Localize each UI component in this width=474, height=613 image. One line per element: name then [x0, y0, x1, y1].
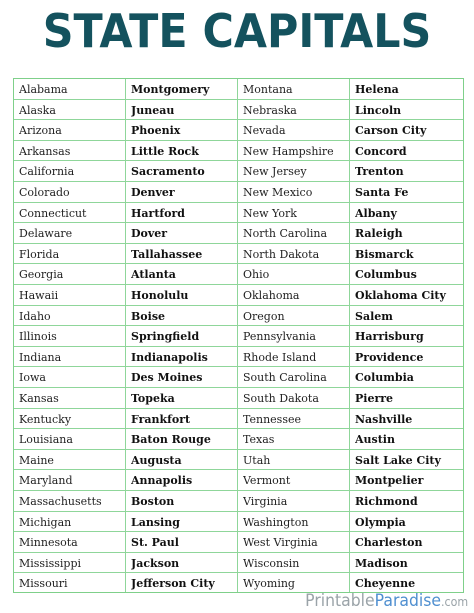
capital-name: Pierre: [355, 392, 394, 405]
logo-part-paradise: Paradise: [374, 591, 441, 611]
state-name: Kentucky: [19, 412, 72, 426]
capital-name: Indianapolis: [131, 350, 208, 364]
logo-part-printable: Printable: [305, 591, 375, 611]
capital-name: Harrisburg: [355, 330, 424, 344]
capital-name: St. Paul: [131, 536, 179, 550]
capital-name: Boston: [131, 495, 175, 508]
state-name: Nebraska: [243, 103, 297, 117]
state-name: Oklahoma: [243, 289, 300, 302]
table-row: [14, 244, 463, 265]
capital-name: Madison: [355, 556, 408, 570]
state-name: West Virginia: [243, 536, 318, 550]
state-name: Florida: [19, 247, 60, 261]
table-row: [14, 367, 463, 388]
capital-name: Austin: [355, 433, 395, 447]
capital-name: Atlanta: [131, 268, 176, 282]
state-name: Vermont: [243, 474, 291, 488]
capital-name: Baton Rouge: [131, 433, 211, 447]
state-name: Illinois: [19, 330, 57, 344]
capital-name: Salt Lake City: [355, 453, 441, 467]
table-row: [14, 120, 463, 141]
capital-name: Tallahassee: [131, 247, 203, 261]
capital-name: Hartford: [131, 206, 185, 220]
state-name: Wyoming: [243, 577, 295, 591]
page-title: STATE CAPITALS: [42, 4, 432, 58]
printable-paradise-logo: [305, 590, 468, 612]
state-name: Oregon: [243, 309, 285, 323]
state-name: Delaware: [19, 227, 73, 241]
state-name: Wisconsin: [243, 556, 300, 570]
capital-name: Jefferson City: [131, 577, 215, 591]
capital-name: Honolulu: [131, 289, 189, 302]
capital-name: Nashville: [355, 412, 413, 426]
state-name: Tennessee: [243, 412, 301, 426]
capital-name: Raleigh: [355, 227, 403, 241]
capital-name: Des Moines: [131, 371, 203, 385]
state-name: Connecticut: [19, 206, 87, 220]
capital-name: Bismarck: [355, 247, 414, 261]
capital-name: Little Rock: [131, 144, 199, 158]
capital-name: Salem: [355, 309, 393, 323]
table-row: [14, 491, 463, 512]
table-row: [14, 347, 463, 368]
state-name: Utah: [243, 453, 271, 467]
table-row: [14, 141, 463, 162]
state-name: Alaska: [19, 103, 56, 117]
state-name: Washington: [243, 515, 309, 529]
capital-name: Oklahoma City: [355, 289, 446, 302]
capitals-table: [13, 78, 464, 593]
state-name: Mississippi: [19, 556, 81, 570]
table-row: [14, 388, 463, 409]
state-name: Maryland: [19, 474, 73, 488]
state-name: Idaho: [19, 309, 51, 323]
state-name: Alabama: [19, 83, 68, 96]
capital-name: Juneau: [131, 103, 175, 117]
state-name: Nevada: [243, 124, 286, 138]
table-row: [14, 326, 463, 347]
state-name: South Carolina: [243, 371, 327, 385]
state-name: Montana: [243, 83, 293, 96]
state-name: Missouri: [19, 577, 68, 591]
table-row: [14, 264, 463, 285]
table-row: [14, 429, 463, 450]
capital-name: Sacramento: [131, 165, 205, 179]
state-name: California: [19, 165, 75, 179]
table-row: [14, 285, 463, 306]
state-name: South Dakota: [243, 392, 319, 405]
capital-name: Boise: [131, 309, 166, 323]
capital-name: Augusta: [131, 453, 182, 467]
table-row: [14, 161, 463, 182]
capital-name: Dover: [131, 227, 168, 241]
state-name: Massachusetts: [19, 495, 102, 508]
state-name: New York: [243, 206, 297, 220]
capital-name: Jackson: [131, 556, 180, 570]
table-row: [14, 532, 463, 553]
state-name: Kansas: [19, 392, 59, 405]
capital-name: Columbus: [355, 268, 417, 282]
state-name: Minnesota: [19, 536, 78, 550]
capital-name: Helena: [355, 83, 399, 96]
table-row: [14, 470, 463, 491]
state-name: Texas: [243, 433, 275, 447]
state-name: Maine: [19, 453, 54, 467]
capital-name: Montgomery: [131, 83, 210, 96]
state-name: New Mexico: [243, 186, 313, 199]
state-name: Michigan: [19, 515, 72, 529]
capital-name: Frankfort: [131, 412, 191, 426]
table-row: [14, 79, 463, 100]
table-row: [14, 553, 463, 574]
capital-name: Santa Fe: [355, 186, 409, 199]
capital-name: Cheyenne: [355, 577, 416, 591]
state-name: Rhode Island: [243, 350, 317, 364]
state-name: Virginia: [243, 495, 288, 508]
table-row: [14, 512, 463, 533]
capital-name: Olympia: [355, 515, 406, 529]
table-row: [14, 182, 463, 203]
state-name: North Carolina: [243, 227, 328, 241]
capital-name: Denver: [131, 186, 175, 199]
table-row: [14, 450, 463, 471]
capital-name: Trenton: [355, 165, 404, 179]
capital-name: Springfield: [131, 330, 200, 344]
capital-name: Albany: [355, 206, 397, 220]
table-row: [14, 100, 463, 121]
capital-name: Phoenix: [131, 124, 181, 138]
state-name: Pennsylvania: [243, 330, 316, 344]
capital-name: Annapolis: [131, 474, 193, 488]
state-name: Hawaii: [19, 289, 59, 302]
capital-name: Richmond: [355, 495, 418, 508]
capital-name: Columbia: [355, 371, 414, 385]
capital-name: Topeka: [131, 392, 175, 405]
table-row: [14, 409, 463, 430]
capital-name: Providence: [355, 350, 424, 364]
table-row: [14, 203, 463, 224]
logo-part-com: .com: [440, 595, 468, 609]
state-name: Arkansas: [19, 144, 71, 158]
state-name: New Jersey: [243, 165, 307, 179]
state-name: Colorado: [19, 186, 70, 199]
capital-name: Charleston: [355, 536, 423, 550]
state-name: Iowa: [19, 371, 46, 385]
capital-name: Lincoln: [355, 103, 402, 117]
state-name: Louisiana: [19, 433, 73, 447]
table-row: [14, 306, 463, 327]
state-name: Indiana: [19, 350, 62, 364]
capital-name: Lansing: [131, 515, 180, 529]
state-name: Ohio: [243, 268, 270, 282]
state-name: New Hampshire: [243, 144, 334, 158]
state-name: Arizona: [19, 124, 62, 138]
state-name: North Dakota: [243, 247, 320, 261]
state-name: Georgia: [19, 268, 64, 282]
capital-name: Concord: [355, 144, 407, 158]
table-row: [14, 223, 463, 244]
capital-name: Carson City: [355, 124, 427, 138]
capital-name: Montpelier: [355, 474, 424, 488]
